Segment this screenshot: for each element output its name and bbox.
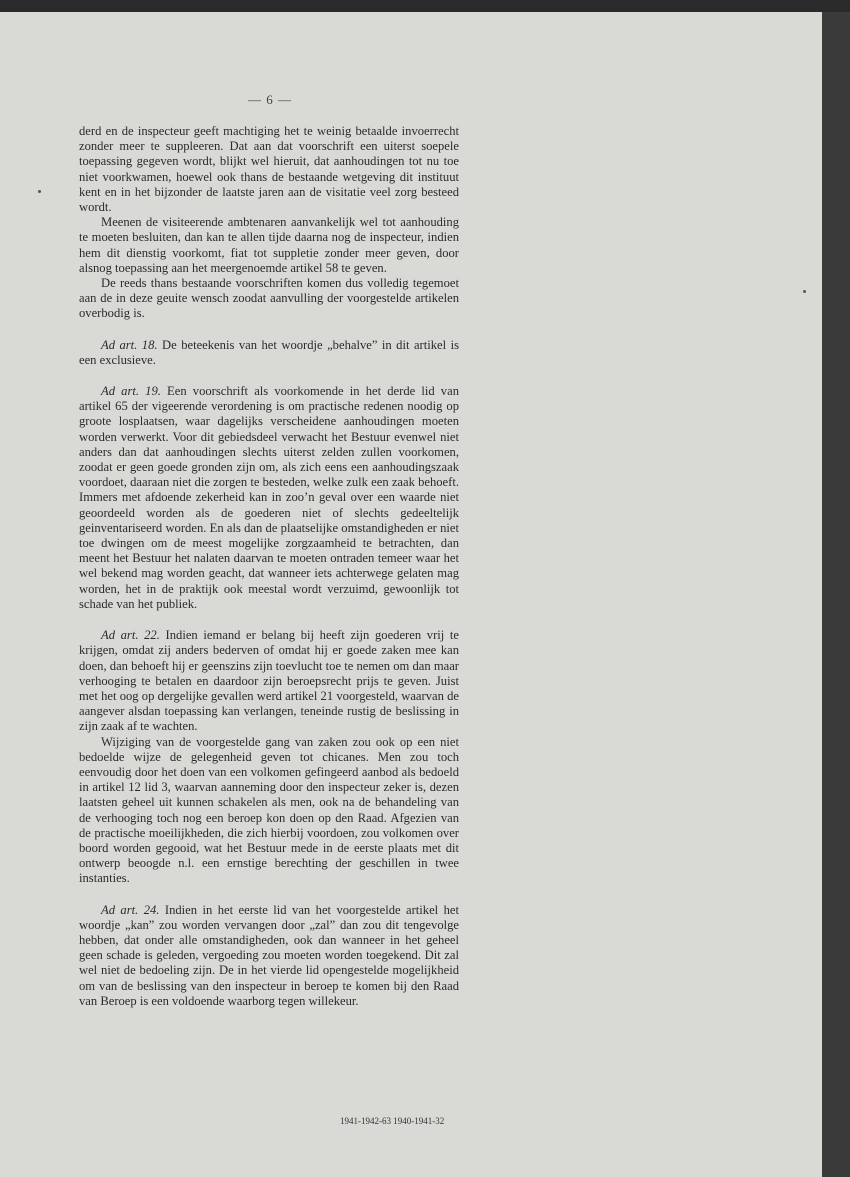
paragraph-art-24 — [79, 903, 459, 1009]
margin-dot — [803, 290, 806, 293]
page-number: — 6 — — [248, 92, 292, 107]
scan-edge — [822, 12, 850, 1177]
article-ref: Ad art. 24. — [101, 902, 160, 917]
paragraph-text: De beteekenis van het woordje „behalve” in dit artikel is een exclusieve. — [79, 337, 459, 367]
paragraph-art-22 — [79, 628, 459, 734]
footer-code: 1941-1942-63 1940-1941-32 — [340, 1116, 445, 1126]
paragraph-3: De reeds thans bestaande voorschriften komen dus volledig tegemoet aan de in deze geuite wensch zoodat aanvulling der voorgestelde artikelen overbodig is. — [79, 276, 459, 321]
article-ref: Ad art. 19. — [101, 384, 161, 399]
paragraph-art-19 — [79, 384, 459, 612]
paragraph-2: Meenen de visiteerende ambtenaren aanvankelijk wel tot aanhouding te moeten besluiten, dan kan te allen tijde daarna nog de inspecteur, indien hem dit dienstig voorkomt, fiat tot suppletie zonder meer geven, door alsnog toepassing aan het meergenoemde artikel 58 te geven. — [79, 215, 459, 275]
paragraph-text: Een voorschrift als voorkomende in het derde lid van artikel 65 der vigeerende verordening is om practische redenen noodig op groote losplaatsen, waar dagelijks verscheidene aanhoudingen moeten worden verwerkt. Voor dit gebiedsdeel verwacht het Bestuur evenwel niet anders dan dat aanhoudingen slechts uiterst zelden zullen voorkomen, zoodat er geen goede gronden zijn om, als zich eens een aanhoudingszaak voordoet, daaraan niet die zorgen te besteden, welke zulk een zaak behoeft. Immers met afdoende zekerheid kan in zoo’n geval over een waarde niet geoordeeld worden als de goederen niet of slechts gedeeltelijk geinventariseerd worden. En als dan de plaatselijke omstandigheden er niet toe dwingen om de meest mogelijke zorgzaamheid te betrachten, dan meent het Bestuur het nalaten daarvan te moeten ontraden temeer waar het wel bekend mag worden geacht, dat wanneer iets achterwege gelaten mag worden, het in de praktijk ook meestal wordt verzuimd, gewoonlijk tot schade van het publiek. — [79, 384, 459, 611]
body-text — [79, 124, 459, 1009]
margin-dot — [38, 190, 41, 193]
paragraph-1: derd en de inspecteur geeft machtiging het te weinig betaalde invoerrecht zonder meer te suppleeren. Dat aan dat voorschrift een uiterst soepele toepassing gegeven wordt, blijkt wel hieruit, dat aanhoudingen tot nu toe niet voorkwamen, hoewel ook thans de bestaande wetgeving dit instituut kent en in het bijzonder de laatste jaren aan de visitatie veel zorg besteed wordt. — [79, 124, 459, 215]
article-ref: Ad art. 22. — [101, 628, 160, 643]
article-ref: Ad art. 18. — [101, 337, 158, 352]
paragraph-text: Indien in het eerste lid van het voorgestelde artikel het woordje „kan” zou worden vervangen door „zal” dan zou dit tengevolge hebben, dat onder alle omstandigheden, ook dan wanneer in het geheel geen schade is geleden, vergoeding zou moeten worden toegekend. Dit zal wel niet de bedoeling zijn. De in het vierde lid opengestelde mogelijkheid om van de beslissing van den inspecteur in beroep te komen bij den Raad van Beroep is een voldoende waarborg tegen willekeur. — [79, 902, 459, 1008]
paragraph-text: Indien iemand er belang bij heeft zijn goederen vrij te krijgen, omdat zij anders bederven of omdat hij er goede zaken mee kan doen, dan behoeft hij er geenszins zijn toevlucht toe te nemen om dan maar verhooging te betalen en daardoor zijn beroepsrecht prijs te geven. Juist met het oog op dergelijke gevallen werd artikel 21 voorgesteld, waarvan de aangever alsdan toepassing kan verlangen, teneinde rustig de beslissing in zijn zaak af te wachten. — [79, 628, 460, 734]
paragraph-art-18 — [79, 338, 459, 368]
paragraph-7: Wijziging van de voorgestelde gang van zaken zou ook op een niet bedoelde wijze de gelegenheid geven tot chicanes. Men zou toch eenvoudig door het doen van een volkomen gefingeerd aanbod als bedoeld in artikel 12 lid 3, waarvan aanneming door den inspecteur zeker is, dezen laatsten geheel uit kunnen schakelen als men, ook na de behandeling van de verhooging toch nog een beroep kon doen op den Raad. Afgezien van de practische moeilijkheden, die zich hierbij voordoen, zou volkomen over boord worden gegooid, wat het Bestuur mede in de eerste plaats met dit ontwerp beoogde n.l. een ernstige berechting der geschillen in twee instanties. — [79, 734, 459, 886]
